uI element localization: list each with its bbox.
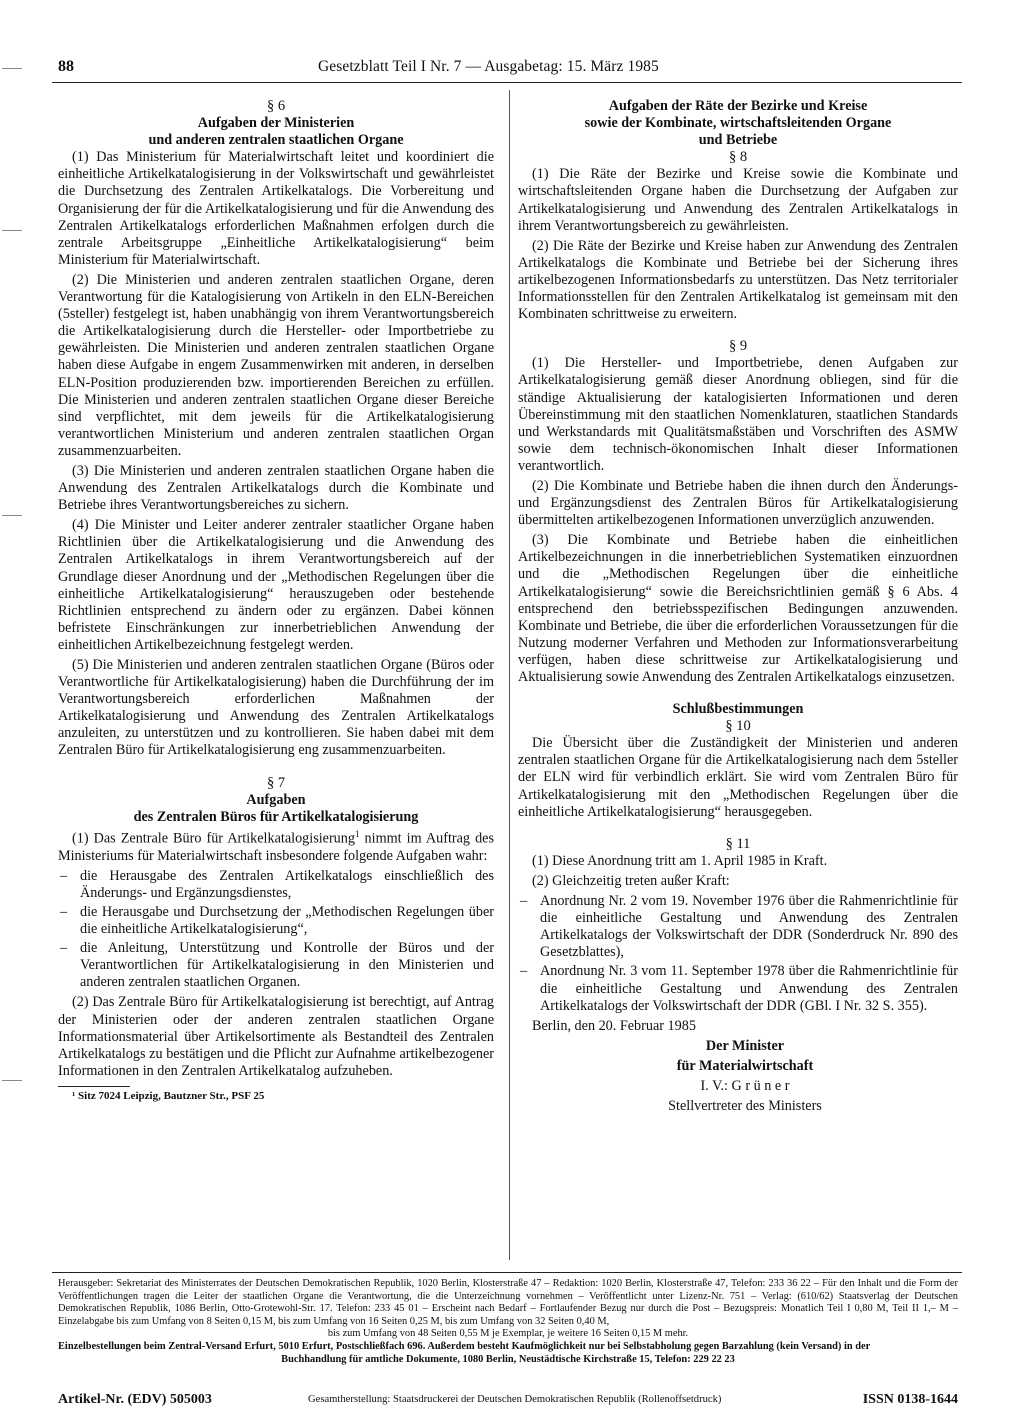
list-item: – Anordnung Nr. 3 vom 11. September 1978 über die Rahmenrichtlinie für die einheitliche Gestaltung und Anwendung des Zentralen Artikelkatalogs der Volkswirtschaft der DDR (GBl. I Nr. 32 S. 355). <box>518 963 958 1014</box>
section-6-para-5: (5) Die Ministerien und anderen zentralen staatlichen Organe (Büros oder Verantwortliche für Artikelkatalogisierung) haben die Durchführung der im Verantwortungsbereich erforderlichen Maßnahmen der Artikelkatalogisierung und Anwendung des Zentralen Artikelkatalogs anzuleiten, zu unterstützen und zu kontrollieren. Sie haben dabei mit dem Zentralen Büro für Artikelkatalogisierung eng zusammenzuarbeiten. <box>58 657 494 759</box>
section-11-para-1: (1) Diese Anordnung tritt am 1. April 1985 in Kraft. <box>532 852 828 869</box>
footnote-ref: 1 <box>354 828 360 839</box>
section-8-para-2: (2) Die Räte der Bezirke und Kreise haben zur Anwendung des Zentralen Artikelkatalogs die Kombinate und Betriebe bei der Sicherung ihres artikelbezogenen Informationsbedarfs zu unterstützen. Das Netz territorialer Informationsstellen für den Zentralen Artikelkatalog ist gemeinsam mit den Kombinaten schrittweise zu erweitern. <box>518 237 958 323</box>
section-7-task-list <box>58 868 494 992</box>
left-column <box>58 98 494 1106</box>
margin-mark <box>2 68 22 69</box>
list-item: – Anordnung Nr. 2 vom 19. November 1976 über die Rahmenrichtlinie für die einheitliche Gestaltung und Anwendung des Zentralen Artikelkatalogs der Volkswirtschaft der DDR (Sonderdruck Nr. 890 des Gesetzblattes), <box>518 893 958 961</box>
list-item: – die Herausgabe und Durchsetzung der „Methodischen Regelungen über die einheitliche Artikelkatalogisierung“, <box>58 904 494 938</box>
section-6-para-1: (1) Das Ministerium für Materialwirtschaft leitet und koordiniert die einheitliche Artikelkatalogisierung in der Volkswirtschaft und gewährleistet die Durchsetzung des Zentralen Artikelkatalogs. Die Vorbereitung und Organisierung der für die Artikelkatalogisierung und für die Anwendung des Zentralen Artikelkatalogs erforderlichen Maßnahmen erfolgen durch die zentrale Arbeitsgruppe „Einheitliche Artikelkatalogisierung“ beim Ministerium für Materialwirtschaft. <box>58 149 494 268</box>
imprint-rule <box>52 1272 962 1273</box>
section-6-para-3: (3) Die Ministerien und anderen zentralen staatlichen Organe haben die Anwendung des Zentralen Artikelkatalogs durch die Kombinate und Betriebe ihres Verantwortungsbereiches zu sichern. <box>58 462 494 514</box>
imprint-orders: Einzelbestellungen beim Zentral-Versand Erfurt, 5010 Erfurt, Postschließfach 696. Außerdem besteht Kaufmöglichkeit nur bei Selbstabholung gegen Barzahlung (kein Versand) in der <box>58 1340 871 1352</box>
section-6-para-4: (4) Die Minister und Leiter anderer zentraler staatlicher Organe haben Richtlinien über die Artikelkatalogisierung und die Anwendung des Zentralen Artikelkatalogs in ihrem Verantwortungsbereich auf der Grundlage dieser Anordnung und der „Methodischen Regelungen über die einheitliche Artikelkatalogisierung“ herauszugeben oder bestehende Richtlinien entsprechend zu ändern oder zu ergänzen. Dabei können befristete Einschränkungen zur innerbetrieblichen Anwendung der einheitlichen Artikelbezeichnung festgelegt werden. <box>58 517 494 653</box>
section-7-para-1-rest: nimmt im Auftrag des Ministeriums für Materialwirtschaft insbesondere folgende Aufgaben wahr: <box>58 830 494 864</box>
signature-name: I. V.: G r ü n e r <box>700 1077 790 1094</box>
section-10-para-1: Die Übersicht über die Zuständigkeit der Ministerien und anderen zentralen staatlichen Organe für die Artikelkatalogisierung nach dem 5steller der ELN wird für verbindlich erklärt. Sie wird vom Zentralen Büro für Artikelkatalogisierung mit den „Methodischen Regelungen über die einheitliche Artikelkatalogisierung“ herausgegeben. <box>518 735 958 820</box>
signature-role: Stellvertreter des Ministers <box>668 1098 822 1115</box>
imprint-publisher: Herausgeber: Sekretariat des Ministerrates der Deutschen Demokratischen Republik, 1020 Berlin, Klosterstraße 47 – Redaktion: 1020 Berlin, Klosterstraße 47, Telefon: 233 36 22 – Für den Inhalt und die Form der Veröffentlichungen tragen die Leiter der staatlichen Organe die Verantwortung, die die Unterzeichnung vornehmen – Veröffentlicht unter Lizenz-Nr. 751 – Verlag: (610/62) Staatsverlag der Deutschen Demokratischen Republik, 1086 Berlin, Otto-Grotewohl-Str. 17. Telefon: 233 45 01 – Erscheint nach Bedarf – Fortlaufender Bezug nur durch die Post – Bezugspreis: Monatlich Teil I 0,80 M, Teil II 1,– M – Einzelabgabe bis zum Umfang von 8 Seiten 0,15 M, bis zum Umfang von 16 Seiten 0,25 M, bis zum Umfang von 32 Seiten 0,40 M, <box>58 1278 958 1327</box>
section-9-para-1: (1) Die Hersteller- und Importbetriebe, denen Aufgaben zur Artikelkatalogisierung gemäß dieser Anordnung obliegen, sind für die ständige Aktualisierung der katalogisierten Informationen und deren Übereinstimmung mit den staatlichen Nomenklaturen, staatlichen Standards und Werkstandards mit Qualitätsmaßstäben und Vorschriften des ASMW sowie dem technisch-ökonomischen Inhalt dieser Informationen verantwortlich. <box>518 355 958 474</box>
imprint-bookshop: Buchhandlung für amtliche Dokumente, 1080 Berlin, Neustädtische Kirchstraße 15, Telefon: 229 22 23 <box>281 1353 735 1365</box>
page-footer <box>58 1392 958 1410</box>
section-7-number: § 7 <box>266 774 286 791</box>
right-column <box>518 98 958 1118</box>
section-7-para-1 <box>58 826 494 865</box>
section-11-para-2: (2) Gleichzeitig treten außer Kraft: <box>532 872 730 889</box>
list-item: – die Anleitung, Unterstützung und Kontrolle der Büros und der Verantwortlichen für Artikelkatalogisierung in den Ministerien und anderen zentralen staatlichen Organen. <box>58 940 494 991</box>
margin-mark <box>2 515 22 516</box>
section-7-para-2: (2) Das Zentrale Büro für Artikelkatalogisierung ist berechtigt, auf Antrag der Ministerien oder der anderen zentralen staatlichen Organe Informationsmaterial über Artikelsortimente als Bestandteil des Zentralen Artikelkatalogs zu bestätigen und die Pflicht zur Aufnahme artikelbezogener Informationen in den Zentralen Artikelkatalog aufzuheben. <box>58 994 494 1079</box>
right-heading-line2: sowie der Kombinate, wirtschaftsleitenden Organe <box>584 115 892 132</box>
section-9-para-2: (2) Die Kombinate und Betriebe haben die ihnen durch den Änderungs- und Ergänzungsdienst des Zentralen Büros für Artikelkatalogisierung übermittelten artikelbezogenen Informationen unverzüglich anzuwenden. <box>518 477 958 529</box>
issn: ISSN 0138-1644 <box>862 1392 958 1407</box>
footnote-rule <box>58 1086 130 1087</box>
final-provisions-title: Schlußbestimmungen <box>672 701 804 718</box>
column-divider <box>509 90 510 1260</box>
imprint <box>58 1278 958 1366</box>
section-10-number: § 10 <box>725 718 751 735</box>
section-9-number: § 9 <box>728 338 748 355</box>
section-9-para-3: (3) Die Kombinate und Betriebe haben die einheitlichen Artikelbezeichnungen in die innerbetrieblichen Systematiken einzuordnen und die „Methodischen Regelungen über die einheitliche Artikelkatalogisierung“ sowie die Bereichsrichtlinien gemäß § 6 Abs. 4 entsprechend den betriebsspezifischen Bedingungen anzuwenden. Kombinate und Betriebe, die über die erforderlichen Voraussetzungen für die Nutzung moderner Verfahren und Methoden zur Informationsverarbeitung verfügen, haben diese schrittweise zur Artikelkatalogisierung und Aktualisierung sowie Anwendung des Zentralen Artikelkatalogs einzusetzen. <box>518 532 958 685</box>
signature-title-line2: für Materialwirtschaft <box>676 1057 814 1074</box>
section-6-title-line2: und anderen zentralen staatlichen Organe <box>148 132 404 149</box>
section-8-number: § 8 <box>728 149 748 166</box>
section-8-para-1: (1) Die Räte der Bezirke und Kreise sowie die Kombinate und wirtschaftsleitenden Organe haben die Durchsetzung der Aufgaben zur Artikelkatalogisierung und Anwendung des Zentralen Artikelkatalogs in ihrem Verantwortungsbereich zu gewährleisten. <box>518 166 958 234</box>
section-7-title-line1: Aufgaben <box>246 791 306 808</box>
header-title: Gesetzblatt Teil I Nr. 7 — Ausgabetag: 15. März 1985 <box>318 58 659 75</box>
margin-mark <box>2 1080 22 1081</box>
right-heading-line3: und Betriebe <box>698 132 778 149</box>
section-6-para-2: (2) Die Ministerien und anderen zentralen staatlichen Organe, deren Verantwortung für die Katalogisierung von Artikeln in den ELN-Bereichen (5steller) festgelegt ist, haben unabhängig von ihrem Verantwortungsbereich die Artikelkatalogisierung durch die Hersteller- oder Importbetriebe zu gewährleisten. Die Ministerien und anderen zentralen staatlichen Organe haben diese Aufgabe in engem Zusammenwirken mit anderen, in derselben ELN-Position produzierenden bzw. importierenden Bereichen zu erfüllen. Die Ministerien und anderen zentralen staatlichen Organe dieser Bereiche sind verpflichtet, mit dem jeweils für die Artikelkatalogisierung verantwortlichen Ministerium und anderen zentralen staatlichen Organ zusammenzuarbeiten. <box>58 271 494 459</box>
imprint-prices: bis zum Umfang von 48 Seiten 0,55 M je Exemplar, je weitere 16 Seiten 0,15 M mehr. <box>327 1328 689 1340</box>
section-7-title-line2: des Zentralen Büros für Artikelkatalogisierung <box>133 808 419 825</box>
page-header <box>58 56 958 80</box>
repealed-orders-list <box>518 893 958 1015</box>
section-6-number: § 6 <box>266 98 286 114</box>
article-number: Artikel-Nr. (EDV) 505003 <box>58 1392 212 1407</box>
section-7-para-1-text: (1) Das Zentrale Büro für Artikelkatalogisierung <box>72 830 355 847</box>
section-11-number: § 11 <box>725 835 751 852</box>
section-6-title-line1: Aufgaben der Ministerien <box>197 115 355 132</box>
footnote: ¹ Sitz 7024 Leipzig, Bautzner Str., PSF 25 <box>72 1089 265 1102</box>
printer-credit: Gesamtherstellung: Staatsdruckerei der Deutschen Demokratischen Republik (Rollenoffsetdruck) <box>308 1394 722 1405</box>
page-number: 88 <box>58 58 74 75</box>
right-heading-line1: Aufgaben der Räte der Bezirke und Kreise <box>608 98 868 114</box>
signature-title-line1: Der Minister <box>705 1037 785 1054</box>
margin-mark <box>2 230 22 231</box>
signing-date: Berlin, den 20. Februar 1985 <box>532 1017 696 1034</box>
list-item: – die Herausgabe des Zentralen Artikelkatalogs einschließlich des Änderungs- und Ergänzungsdienstes, <box>58 868 494 902</box>
header-rule <box>52 82 962 83</box>
